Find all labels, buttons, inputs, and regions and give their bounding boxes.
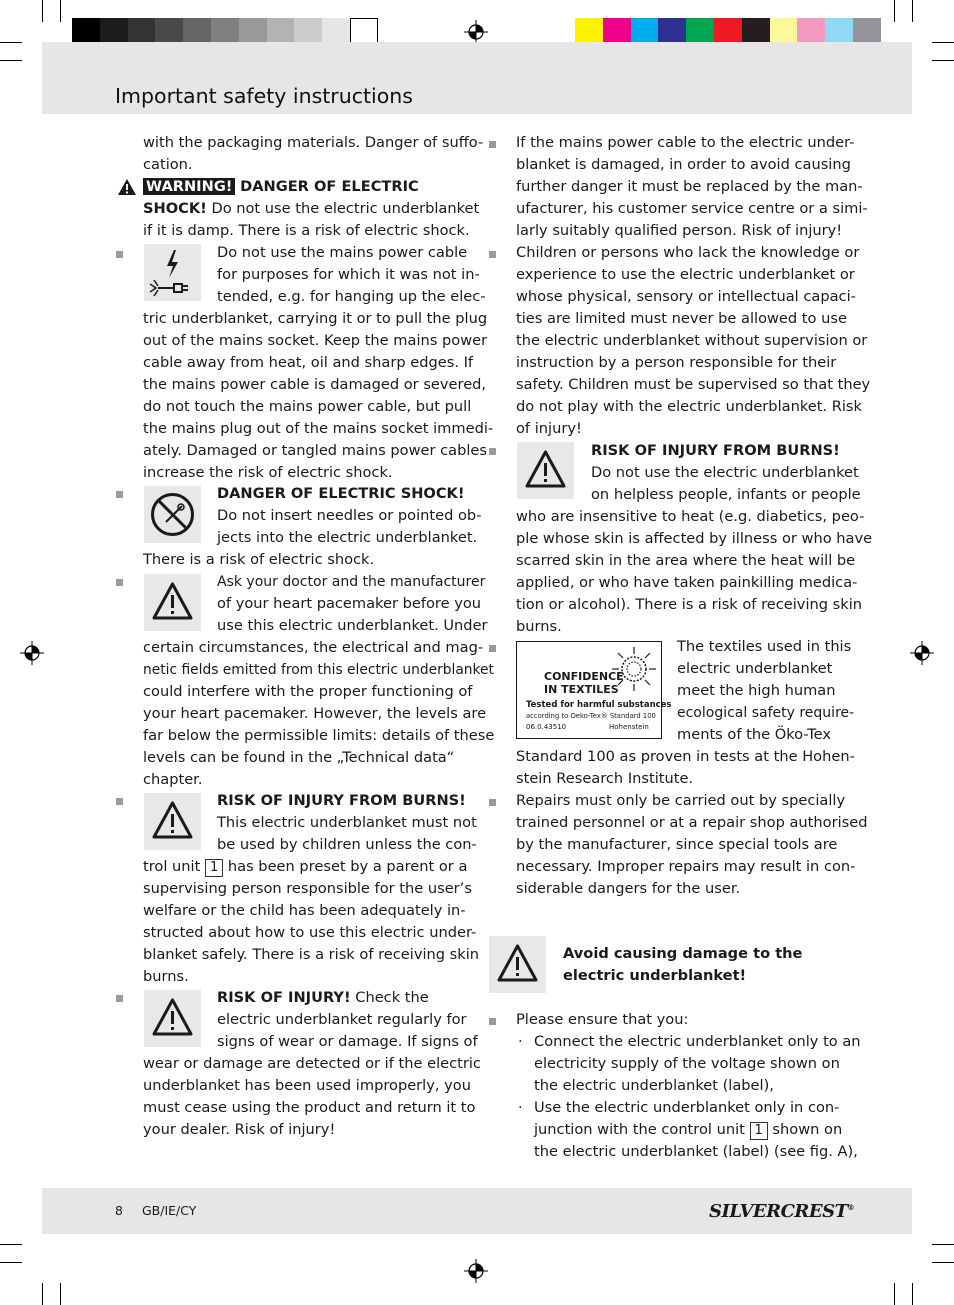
item-line: levels can be found in the „Technical data“: [143, 749, 455, 766]
oeko-tex-label: [516, 641, 672, 739]
bullet: [116, 798, 123, 805]
item-line: Do not use the electric underblanket: [591, 464, 859, 481]
sub-item-line: the electric underblanket (label),: [534, 1077, 774, 1094]
item-line: out of the mains socket. Keep the mains power: [143, 332, 488, 349]
crop-mark: [912, 0, 913, 22]
item-line: cable away from heat, oil and sharp edges. If: [143, 354, 474, 371]
item-line: supervising person responsible for the user’s: [143, 880, 472, 897]
item-line: There is a risk of electric shock.: [143, 551, 375, 568]
item-line: the electric underblanket without supervision or: [516, 332, 868, 349]
crop-mark: [894, 0, 895, 22]
item-line: by the manufacturer, since special tools are: [516, 836, 838, 853]
item-line: ments of the Öko-Tex: [677, 726, 832, 743]
item-heading: RISK OF INJURY FROM BURNS!: [217, 792, 466, 809]
bullet: [489, 799, 496, 806]
warning-triangle-icon: [144, 990, 201, 1047]
sub-bullet: ·: [518, 1099, 523, 1116]
crop-mark: [932, 1244, 954, 1245]
item-text: trol unit: [143, 858, 205, 875]
sub-item-line: the electric underblanket (label) (see fig. A),: [534, 1143, 858, 1160]
item-line: [143, 856, 467, 878]
item-line: experience to use the electric underblanket or: [516, 266, 855, 283]
section-heading: electric underblanket!: [563, 967, 747, 984]
warning-badge: WARNING!: [143, 178, 235, 195]
oeko-standard: according to Oeko-Tex® Standard 100: [526, 712, 656, 720]
crop-mark: [932, 42, 954, 43]
item-line: scarred skin in the area where the heat will be: [516, 552, 856, 569]
item-line: meet the high human: [677, 682, 836, 699]
item-line: for purposes for which it was not in-: [217, 266, 480, 283]
brand-name: SILVERCREST: [709, 1201, 848, 1222]
item-line: instruction by a person responsible for their: [516, 354, 837, 371]
oeko-title: CONFIDENCE: [544, 670, 624, 683]
sub-item-line: Use the electric underblanket only in con-: [534, 1099, 840, 1116]
item-line: far below the permissible limits: details of these: [143, 727, 495, 744]
warning-heading-text: DANGER OF ELECTRIC: [240, 178, 419, 195]
item-line: increase the risk of electric shock.: [143, 464, 393, 481]
brand-mark: ®: [847, 1203, 854, 1212]
item-line: This electric underblanket must not: [217, 814, 477, 831]
item-line: trained personnel or at a repair shop authorised: [516, 814, 868, 831]
warning-triangle-icon: [117, 178, 137, 196]
warning-triangle-icon: [489, 936, 546, 993]
crop-mark: [0, 60, 22, 61]
item-line: tion or alcohol). There is a risk of receiving skin: [516, 596, 863, 613]
item-line: tric underblanket, carrying it or to pull the plug: [143, 310, 488, 327]
crop-mark: [0, 1244, 22, 1245]
warning-heading: [143, 176, 419, 198]
oeko-institute: Hohenstein: [609, 723, 649, 731]
item-line: burns.: [143, 968, 189, 985]
item-line: tended, e.g. for hanging up the elec-: [217, 288, 486, 305]
item-line: ately. Damaged or tangled mains power cables: [143, 442, 488, 459]
item-line: Repairs must only be carried out by specially: [516, 792, 846, 809]
locale-code: GB/IE/CY: [142, 1203, 197, 1218]
item-line: signs of wear or damage. If signs of: [217, 1033, 478, 1050]
item-line: your dealer. Risk of injury!: [143, 1121, 336, 1138]
registration-mark-icon: [20, 641, 44, 665]
item-line: If the mains power cable to the electric under-: [516, 134, 855, 151]
crop-mark: [60, 1283, 61, 1305]
item-line: of injury!: [516, 420, 582, 437]
item-line: [217, 987, 429, 1009]
item-line: welfare or the child has been adequately in-: [143, 902, 466, 919]
bullet: [116, 251, 123, 258]
bullet: [489, 448, 496, 455]
item-line: necessary. Improper repairs may result in con-: [516, 858, 856, 875]
item-line: larly suitably qualified person. Risk of injury!: [516, 222, 843, 239]
sub-item-line: [534, 1119, 842, 1141]
page-title: Important safety instructions: [115, 84, 413, 108]
crop-mark: [932, 60, 954, 61]
item-text: Check the: [350, 989, 429, 1006]
control-unit-ref: 1: [205, 859, 223, 877]
sub-item-line: Connect the electric underblanket only to an: [534, 1033, 861, 1050]
warning-triangle-icon: [144, 793, 201, 850]
item-line: be used by children unless the con-: [217, 836, 477, 853]
registration-mark-icon: [464, 1259, 488, 1283]
bullet: [489, 1018, 496, 1025]
crop-mark: [894, 1283, 895, 1305]
item-line: stein Research Institute.: [516, 770, 694, 787]
warning-line: [143, 198, 479, 220]
item-line: safety. Children must be supervised so that they: [516, 376, 871, 393]
sub-bullet: ·: [518, 1033, 523, 1050]
item-text: shown on: [767, 1121, 843, 1138]
item-line: the mains power cable is damaged or severed,: [143, 376, 487, 393]
oeko-code: 06.0.43510: [526, 723, 567, 731]
item-line: of your heart pacemaker before you: [217, 595, 482, 612]
item-line: use this electric underblanket. Under: [217, 617, 488, 634]
item-line: electric underblanket: [677, 660, 833, 677]
warning-text: Do not use the electric underblanket: [206, 200, 480, 217]
oeko-subtitle: Tested for harmful substances: [526, 700, 672, 710]
item-line: your heart pacemaker. However, the levels are: [143, 705, 487, 722]
item-line: who are insensitive to heat (e.g. diabetics, peo-: [516, 508, 865, 525]
item-line: jects into the electric underblanket.: [217, 529, 478, 546]
crop-mark: [932, 1262, 954, 1263]
section-heading: Avoid causing damage to the: [563, 945, 803, 962]
item-line: wear or damage are detected or if the electric: [143, 1055, 481, 1072]
page-number: 8: [115, 1203, 123, 1218]
item-line: Ask your doctor and the manufacturer: [217, 574, 486, 590]
oeko-title: IN TEXTILES: [544, 683, 619, 696]
registration-mark-icon: [910, 641, 934, 665]
brand-logo: [709, 1197, 854, 1223]
item-line: siderable dangers for the user.: [516, 880, 741, 897]
item-line: blanket safely. There is a risk of receiving skin: [143, 946, 480, 963]
item-line: netic fields emitted from this electric underblanket: [143, 662, 494, 678]
item-line: burns.: [516, 618, 562, 635]
sub-item-line: electricity supply of the voltage shown on: [534, 1055, 840, 1072]
registration-mark-icon: [464, 20, 488, 44]
item-line: Please ensure that you:: [516, 1011, 689, 1028]
item-line: further danger it must be replaced by the man-: [516, 178, 863, 195]
item-line: ufacturer, his customer service centre or a simi-: [516, 200, 868, 217]
item-line: whose physical, sensory or intellectual capaci-: [516, 288, 856, 305]
item-line: Do not insert needles or pointed ob-: [217, 507, 482, 524]
item-heading: DANGER OF ELECTRIC SHOCK!: [217, 485, 465, 502]
no-needles-icon: [144, 486, 201, 543]
item-line: applied, or who have taken painkilling medica-: [516, 574, 858, 591]
control-unit-ref: 1: [750, 1122, 768, 1140]
warning-heading-text: SHOCK!: [143, 200, 207, 217]
item-line: the mains plug out of the mains socket immedi-: [143, 420, 494, 437]
crop-mark: [60, 0, 61, 22]
item-line: blanket is damaged, in order to avoid causing: [516, 156, 851, 173]
warning-triangle-icon: [517, 442, 574, 499]
item-line: Children or persons who lack the knowledge or: [516, 244, 860, 261]
crop-mark: [0, 1262, 22, 1263]
warning-triangle-icon: [144, 574, 201, 631]
crop-mark: [42, 1283, 43, 1305]
item-line: electric underblanket regularly for: [217, 1011, 467, 1028]
item-line: could interfere with the proper functioning of: [143, 683, 473, 700]
crop-mark: [912, 1283, 913, 1305]
item-text: has been preset by a parent or a: [223, 858, 468, 875]
item-line: certain circumstances, the electrical and mag-: [143, 639, 484, 656]
item-line: ple whose skin is affected by illness or who have: [516, 530, 873, 547]
warning-line: if it is damp. There is a risk of electric shock.: [143, 222, 470, 239]
electric-shock-icon: [144, 244, 201, 301]
item-line: must cease using the product and return it to: [143, 1099, 476, 1116]
item-heading: RISK OF INJURY FROM BURNS!: [591, 442, 840, 459]
item-line: underblanket has been used improperly, you: [143, 1077, 471, 1094]
item-line: on helpless people, infants or people: [591, 486, 861, 503]
item-line: ties are limited must never be allowed to use: [516, 310, 847, 327]
item-line: do not play with the electric underblanket. Risk: [516, 398, 862, 415]
item-line: Standard 100 as proven in tests at the Hohen-: [516, 748, 855, 765]
bullet: [116, 579, 123, 586]
item-line: The textiles used in this: [677, 638, 852, 655]
crop-mark: [42, 0, 43, 22]
item-line: do not touch the mains power cable, but pull: [143, 398, 472, 415]
crop-mark: [0, 42, 22, 43]
item-line: chapter.: [143, 771, 203, 788]
item-heading: RISK OF INJURY!: [217, 989, 351, 1006]
item-text: junction with the control unit: [534, 1121, 750, 1138]
item-line: structed about how to use this electric under-: [143, 924, 477, 941]
intro-line: with the packaging materials. Danger of suffo-: [143, 134, 484, 151]
item-line: ecological safety require-: [677, 705, 855, 721]
bullet: [489, 141, 496, 148]
bullet: [489, 251, 496, 258]
bullet: [116, 491, 123, 498]
bullet: [489, 645, 496, 652]
item-line: Do not use the mains power cable: [217, 244, 468, 261]
intro-line: cation.: [143, 156, 193, 173]
bullet: [116, 995, 123, 1002]
